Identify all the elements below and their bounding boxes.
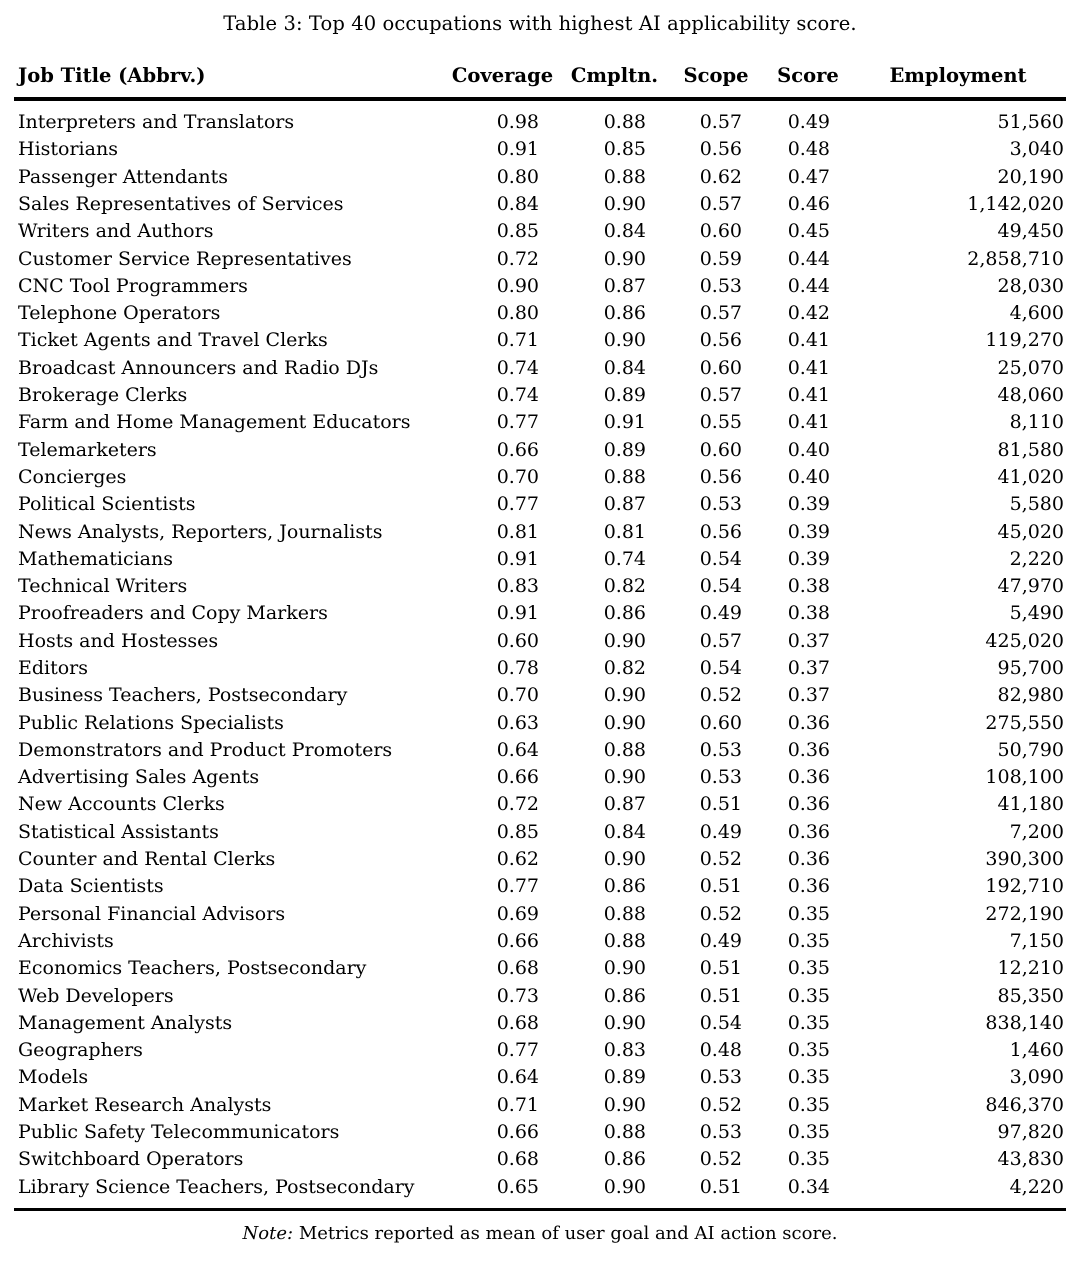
table-row (14, 409, 1066, 436)
cell-employment: 45,020 (997, 520, 1064, 543)
cell-scope: 0.53 (699, 1066, 742, 1089)
cell-job-title: News Analysts, Reporters, Journalists (18, 520, 383, 543)
cell-employment: 43,830 (997, 1148, 1064, 1171)
table-row (14, 764, 1066, 791)
cell-employment: 108,100 (985, 766, 1064, 789)
cell-scope: 0.54 (699, 575, 742, 598)
cell-scope: 0.49 (699, 602, 742, 625)
cell-coverage: 0.91 (496, 547, 539, 570)
cell-cmpltn: 0.89 (603, 1066, 646, 1089)
cell-cmpltn: 0.84 (603, 356, 646, 379)
cell-job-title: Economics Teachers, Postsecondary (18, 957, 367, 980)
cell-score: 0.36 (787, 711, 830, 734)
cell-job-title: Models (18, 1066, 89, 1089)
cell-coverage: 0.91 (496, 602, 539, 625)
cell-score: 0.49 (787, 111, 830, 134)
cell-employment: 8,110 (1009, 411, 1064, 434)
cell-scope: 0.57 (699, 302, 742, 325)
cell-cmpltn: 0.89 (603, 384, 646, 407)
cell-employment: 50,790 (997, 738, 1064, 761)
cell-employment: 272,190 (985, 902, 1064, 925)
table-row (14, 136, 1066, 163)
cell-coverage: 0.77 (496, 875, 539, 898)
cell-score: 0.34 (787, 1175, 830, 1198)
cell-employment: 3,090 (1009, 1066, 1064, 1089)
cell-scope: 0.49 (699, 929, 742, 952)
cell-score: 0.44 (787, 247, 830, 270)
cell-scope: 0.60 (699, 220, 742, 243)
cell-score: 0.36 (787, 875, 830, 898)
cell-cmpltn: 0.90 (603, 957, 646, 980)
cell-cmpltn: 0.84 (603, 220, 646, 243)
cell-scope: 0.62 (699, 165, 742, 188)
cell-score: 0.38 (787, 602, 830, 625)
cell-job-title: Brokerage Clerks (18, 384, 188, 407)
table-row (14, 300, 1066, 327)
cell-cmpltn: 0.87 (603, 493, 646, 516)
table-row (14, 546, 1066, 573)
cell-scope: 0.52 (699, 902, 742, 925)
cell-coverage: 0.77 (496, 493, 539, 516)
cell-scope: 0.60 (699, 356, 742, 379)
cell-job-title: Telemarketers (18, 438, 157, 461)
cell-employment: 48,060 (997, 384, 1064, 407)
cell-coverage: 0.80 (496, 165, 539, 188)
cell-score: 0.44 (787, 274, 830, 297)
cell-scope: 0.60 (699, 711, 742, 734)
table-row (14, 1119, 1066, 1146)
cell-employment: 82,980 (997, 684, 1064, 707)
cell-score: 0.47 (787, 165, 830, 188)
table-row (14, 928, 1066, 955)
cell-scope: 0.52 (699, 684, 742, 707)
cell-job-title: Proofreaders and Copy Markers (18, 602, 328, 625)
cell-score: 0.35 (787, 902, 830, 925)
cell-score: 0.48 (787, 138, 830, 161)
cell-employment: 5,580 (1009, 493, 1064, 516)
cell-job-title: Technical Writers (18, 575, 188, 598)
cell-scope: 0.54 (699, 657, 742, 679)
cell-score: 0.37 (787, 684, 830, 707)
cell-employment: 846,370 (985, 1093, 1064, 1116)
cell-job-title: Business Teachers, Postsecondary (18, 684, 348, 707)
cell-coverage: 0.70 (496, 465, 539, 488)
cell-score: 0.45 (787, 220, 830, 243)
cell-cmpltn: 0.87 (603, 274, 646, 297)
cell-cmpltn: 0.88 (603, 165, 646, 188)
cell-cmpltn: 0.89 (603, 438, 646, 461)
cell-score: 0.39 (787, 493, 830, 516)
table-row (14, 164, 1066, 191)
cell-coverage: 0.66 (496, 929, 539, 952)
cell-job-title: Editors (18, 657, 89, 679)
cell-employment: 4,220 (1009, 1175, 1064, 1198)
table-row (14, 1146, 1066, 1173)
cell-job-title: Political Scientists (18, 493, 196, 516)
cell-employment: 41,180 (997, 793, 1064, 816)
table-row (14, 873, 1066, 900)
cell-coverage: 0.68 (496, 957, 539, 980)
table-row (14, 327, 1066, 354)
cell-employment: 5,490 (1009, 602, 1064, 625)
cell-cmpltn: 0.85 (603, 138, 646, 161)
cell-job-title: Archivists (18, 929, 114, 952)
cell-cmpltn: 0.83 (603, 1039, 646, 1062)
cell-job-title: Geographers (18, 1039, 143, 1062)
cell-employment: 41,020 (997, 465, 1064, 488)
cell-cmpltn: 0.90 (603, 711, 646, 734)
cell-scope: 0.51 (699, 1175, 742, 1198)
cell-score: 0.36 (787, 766, 830, 789)
cell-job-title: Statistical Assistants (18, 820, 219, 843)
cell-scope: 0.56 (699, 329, 742, 352)
cell-score: 0.35 (787, 1011, 830, 1034)
cell-employment: 838,140 (985, 1011, 1064, 1034)
cell-coverage: 0.65 (496, 1175, 539, 1198)
cell-employment: 3,040 (1009, 138, 1064, 161)
cell-scope: 0.56 (699, 138, 742, 161)
cell-scope: 0.52 (699, 1093, 742, 1116)
cell-scope: 0.53 (699, 766, 742, 789)
cell-cmpltn: 0.91 (603, 411, 646, 434)
cell-coverage: 0.66 (496, 1121, 539, 1144)
cell-job-title: Switchboard Operators (18, 1148, 244, 1171)
cell-job-title: Market Research Analysts (18, 1093, 272, 1116)
cell-employment: 119,270 (985, 329, 1064, 352)
table-row (14, 491, 1066, 518)
table-row (14, 1174, 1066, 1210)
cell-job-title: Customer Service Representatives (18, 247, 352, 270)
cell-score: 0.40 (787, 438, 830, 461)
cell-job-title: Public Safety Telecommunicators (18, 1121, 340, 1144)
cell-job-title: Demonstrators and Product Promoters (18, 738, 393, 761)
table-row (14, 709, 1066, 736)
occupations-table (14, 56, 1066, 1211)
cell-job-title: Library Science Teachers, Postsecondary (18, 1175, 415, 1198)
cell-coverage: 0.73 (496, 984, 539, 1007)
cell-employment: 95,700 (997, 657, 1064, 679)
cell-scope: 0.52 (699, 1148, 742, 1171)
cell-score: 0.35 (787, 957, 830, 980)
cell-score: 0.35 (787, 1066, 830, 1089)
cell-employment: 2,220 (1009, 547, 1064, 570)
cell-score: 0.36 (787, 738, 830, 761)
cell-score: 0.41 (787, 329, 830, 352)
cell-job-title: Advertising Sales Agents (18, 766, 260, 789)
column-header-cmpltn: Cmpltn. (570, 63, 659, 87)
cell-score: 0.36 (787, 793, 830, 816)
cell-score: 0.41 (787, 356, 830, 379)
cell-scope: 0.48 (699, 1039, 742, 1062)
cell-job-title: Telephone Operators (18, 302, 221, 325)
cell-scope: 0.55 (699, 411, 742, 434)
cell-coverage: 0.60 (496, 629, 539, 652)
cell-scope: 0.51 (699, 793, 742, 816)
cell-coverage: 0.85 (496, 220, 539, 243)
cell-employment: 97,820 (997, 1121, 1064, 1144)
cell-cmpltn: 0.88 (603, 111, 646, 134)
cell-employment: 12,210 (997, 957, 1064, 980)
cell-employment: 20,190 (997, 165, 1064, 188)
cell-job-title: Web Developers (18, 984, 174, 1007)
cell-scope: 0.53 (699, 493, 742, 516)
cell-coverage: 0.66 (496, 438, 539, 461)
cell-job-title: Ticket Agents and Travel Clerks (18, 329, 328, 352)
cell-cmpltn: 0.88 (603, 738, 646, 761)
cell-job-title: Farm and Home Management Educators (18, 411, 411, 434)
cell-score: 0.36 (787, 820, 830, 843)
cell-job-title: Concierges (18, 465, 127, 488)
cell-cmpltn: 0.87 (603, 793, 646, 816)
cell-score: 0.35 (787, 984, 830, 1007)
cell-scope: 0.52 (699, 848, 742, 871)
cell-scope: 0.57 (699, 629, 742, 652)
cell-employment: 85,350 (997, 984, 1064, 1007)
cell-score: 0.35 (787, 1039, 830, 1062)
table-row (14, 901, 1066, 928)
cell-employment: 7,150 (1009, 929, 1064, 952)
cell-job-title: Broadcast Announcers and Radio DJs (18, 356, 379, 379)
table-note (14, 1211, 1066, 1244)
cell-cmpltn: 0.90 (603, 247, 646, 270)
cell-coverage: 0.62 (496, 848, 539, 871)
table-row (14, 682, 1066, 709)
cell-coverage: 0.85 (496, 820, 539, 843)
cell-scope: 0.56 (699, 465, 742, 488)
table-row (14, 1092, 1066, 1119)
table-body (14, 101, 1066, 1209)
table-row (14, 191, 1066, 218)
cell-coverage: 0.64 (496, 738, 539, 761)
cell-employment: 1,142,020 (967, 192, 1064, 215)
cell-job-title: Sales Representatives of Services (18, 192, 344, 215)
column-header-job-title: Job Title (Abbrv.) (18, 63, 206, 87)
cell-score: 0.40 (787, 465, 830, 488)
cell-cmpltn: 0.74 (603, 547, 646, 570)
cell-coverage: 0.84 (496, 192, 539, 215)
table-caption: Table 3: Top 40 occupations with highest AI applicability score. (223, 12, 857, 35)
cell-employment: 275,550 (985, 711, 1064, 734)
cell-employment: 28,030 (997, 274, 1064, 297)
cell-cmpltn: 0.90 (603, 1011, 646, 1034)
cell-job-title: Counter and Rental Clerks (18, 848, 276, 871)
table-row (14, 791, 1066, 818)
cell-scope: 0.60 (699, 438, 742, 461)
cell-score: 0.38 (787, 575, 830, 598)
cell-cmpltn: 0.88 (603, 1121, 646, 1144)
cell-coverage: 0.68 (496, 1148, 539, 1171)
cell-cmpltn: 0.90 (603, 1093, 646, 1116)
cell-employment: 51,560 (997, 111, 1064, 134)
cell-job-title: New Accounts Clerks (18, 793, 225, 816)
cell-cmpltn: 0.90 (603, 766, 646, 789)
cell-coverage: 0.63 (496, 711, 539, 734)
cell-coverage: 0.74 (496, 384, 539, 407)
cell-coverage: 0.64 (496, 1066, 539, 1089)
table-row (14, 600, 1066, 627)
cell-coverage: 0.69 (496, 902, 539, 925)
column-header-employment: Employment (889, 63, 1027, 87)
cell-score: 0.41 (787, 384, 830, 407)
cell-coverage: 0.77 (496, 1039, 539, 1062)
cell-coverage: 0.81 (496, 520, 539, 543)
cell-coverage: 0.70 (496, 684, 539, 707)
cell-score: 0.35 (787, 929, 830, 952)
table-row (14, 628, 1066, 655)
cell-employment: 390,300 (985, 848, 1064, 871)
cell-scope: 0.54 (699, 547, 742, 570)
cell-scope: 0.53 (699, 738, 742, 761)
cell-coverage: 0.68 (496, 1011, 539, 1034)
table-row (14, 245, 1066, 272)
cell-cmpltn: 0.82 (603, 575, 646, 598)
cell-job-title: Management Analysts (18, 1011, 233, 1034)
cell-employment: 2,858,710 (967, 247, 1064, 270)
cell-coverage: 0.72 (496, 793, 539, 816)
cell-employment: 47,970 (997, 575, 1064, 598)
table-header (14, 56, 1066, 99)
table-row (14, 273, 1066, 300)
table-row (14, 955, 1066, 982)
cell-job-title: Interpreters and Translators (18, 111, 295, 134)
cell-job-title: Writers and Authors (18, 220, 214, 243)
cell-score: 0.37 (787, 629, 830, 652)
cell-coverage: 0.80 (496, 302, 539, 325)
cell-cmpltn: 0.82 (603, 657, 646, 679)
cell-cmpltn: 0.90 (603, 329, 646, 352)
table-row (14, 655, 1066, 682)
note-label: Note: (242, 1222, 294, 1244)
table-row (14, 1010, 1066, 1037)
cell-job-title: CNC Tool Programmers (18, 274, 248, 297)
table-row (14, 982, 1066, 1009)
cell-scope: 0.51 (699, 875, 742, 898)
cell-job-title: Historians (18, 138, 118, 161)
table-row (14, 1064, 1066, 1091)
cell-coverage: 0.83 (496, 575, 539, 598)
cell-coverage: 0.98 (496, 111, 539, 134)
cell-cmpltn: 0.86 (603, 1148, 646, 1171)
cell-cmpltn: 0.90 (603, 684, 646, 707)
cell-score: 0.35 (787, 1121, 830, 1144)
cell-cmpltn: 0.90 (603, 629, 646, 652)
table-row (14, 846, 1066, 873)
cell-coverage: 0.78 (496, 657, 539, 679)
table-row (14, 101, 1066, 136)
table-row (14, 355, 1066, 382)
cell-cmpltn: 0.84 (603, 820, 646, 843)
table-row (14, 573, 1066, 600)
column-header-scope: Scope (683, 63, 749, 87)
cell-cmpltn: 0.90 (603, 192, 646, 215)
cell-coverage: 0.66 (496, 766, 539, 789)
cell-employment: 49,450 (997, 220, 1064, 243)
cell-coverage: 0.77 (496, 411, 539, 434)
cell-score: 0.39 (787, 520, 830, 543)
column-header-score: Score (777, 63, 839, 87)
cell-scope: 0.57 (699, 192, 742, 215)
cell-cmpltn: 0.86 (603, 984, 646, 1007)
cell-cmpltn: 0.86 (603, 602, 646, 625)
cell-score: 0.41 (787, 411, 830, 434)
cell-scope: 0.51 (699, 957, 742, 980)
note-text: Metrics reported as mean of user goal and AI action score. (298, 1222, 838, 1244)
cell-cmpltn: 0.88 (603, 902, 646, 925)
column-header-coverage: Coverage (451, 63, 554, 87)
cell-coverage: 0.72 (496, 247, 539, 270)
cell-employment: 25,070 (997, 356, 1064, 379)
cell-coverage: 0.74 (496, 356, 539, 379)
cell-score: 0.39 (787, 547, 830, 570)
cell-coverage: 0.71 (496, 329, 539, 352)
cell-coverage: 0.91 (496, 138, 539, 161)
cell-scope: 0.51 (699, 984, 742, 1007)
table-row (14, 218, 1066, 245)
cell-job-title: Personal Financial Advisors (18, 902, 286, 925)
cell-scope: 0.59 (699, 247, 742, 270)
cell-cmpltn: 0.81 (603, 520, 646, 543)
table-row (14, 436, 1066, 463)
cell-scope: 0.53 (699, 1121, 742, 1144)
table-row (14, 819, 1066, 846)
cell-scope: 0.53 (699, 274, 742, 297)
cell-score: 0.42 (787, 302, 830, 325)
table-row (14, 1037, 1066, 1064)
table-row (14, 382, 1066, 409)
table-row (14, 464, 1066, 491)
cell-score: 0.46 (787, 192, 830, 215)
cell-employment: 425,020 (985, 629, 1064, 652)
cell-job-title: Passenger Attendants (18, 165, 229, 188)
cell-cmpltn: 0.90 (603, 848, 646, 871)
cell-job-title: Mathematicians (18, 547, 173, 570)
cell-scope: 0.56 (699, 520, 742, 543)
cell-score: 0.37 (787, 657, 830, 679)
cell-scope: 0.49 (699, 820, 742, 843)
cell-employment: 1,460 (1009, 1039, 1064, 1062)
cell-cmpltn: 0.88 (603, 465, 646, 488)
cell-employment: 192,710 (985, 875, 1064, 898)
header-row (14, 56, 1066, 99)
cell-employment: 7,200 (1009, 820, 1064, 843)
cell-scope: 0.57 (699, 384, 742, 407)
cell-job-title: Data Scientists (18, 875, 164, 898)
cell-cmpltn: 0.86 (603, 875, 646, 898)
cell-cmpltn: 0.86 (603, 302, 646, 325)
cell-cmpltn: 0.88 (603, 929, 646, 952)
cell-job-title: Public Relations Specialists (18, 711, 284, 734)
cell-coverage: 0.90 (496, 274, 539, 297)
cell-scope: 0.57 (699, 111, 742, 134)
cell-coverage: 0.71 (496, 1093, 539, 1116)
cell-job-title: Hosts and Hostesses (18, 629, 219, 652)
cell-score: 0.35 (787, 1093, 830, 1116)
cell-scope: 0.54 (699, 1011, 742, 1034)
table-row (14, 737, 1066, 764)
cell-employment: 81,580 (997, 438, 1064, 461)
table-container (0, 56, 1080, 1244)
cell-cmpltn: 0.90 (603, 1175, 646, 1198)
cell-score: 0.35 (787, 1148, 830, 1171)
cell-employment: 4,600 (1009, 302, 1064, 325)
table-row (14, 518, 1066, 545)
cell-score: 0.36 (787, 848, 830, 871)
